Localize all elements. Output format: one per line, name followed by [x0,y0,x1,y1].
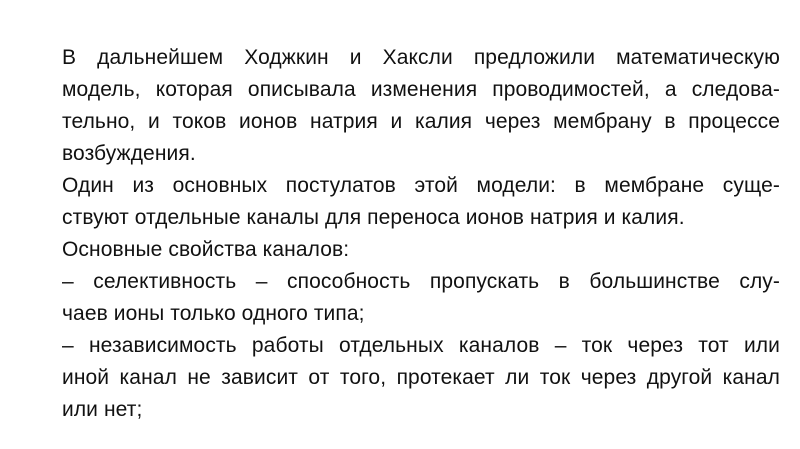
text-line-8: – селективность – способность пропускать в большинстве слу- [62,270,780,293]
text-line-6: ствуют отдельные каналы для переноса ионов натрия и калия. [62,206,685,229]
text-line-2: модель, которая описывала изменения проводимостей, а следова- [62,78,780,101]
text-line-1: В дальнейшем Ходжкин и Хаксли предложили математическую [62,46,780,69]
text-line-12: или нет; [62,398,143,421]
text-line-5: Один из основных постулатов этой модели: в мембране суще- [62,174,780,197]
text-line-7: Основные свойства каналов: [62,238,350,261]
text-line-10: – независимость работы отдельных каналов – ток через тот или [62,334,780,357]
text-line-3: тельно, и токов ионов натрия и калия через мембрану в процессе [62,110,780,133]
text-line-11: иной канал не зависит от того, протекает ли ток через другой канал [62,366,780,389]
text-line-9: чаев ионы только одного типа; [62,302,365,325]
text-line-4: возбуждения. [62,142,196,165]
